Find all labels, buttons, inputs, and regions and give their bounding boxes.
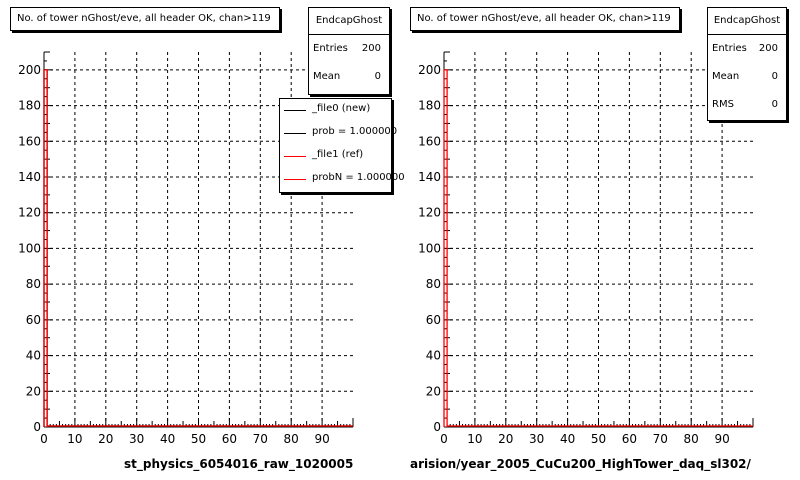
x-tick-label: 80 xyxy=(683,432,699,446)
y-tick-label: 80 xyxy=(25,277,41,292)
stats-key: Entries xyxy=(712,43,747,54)
y-tick-label: 140 xyxy=(18,170,41,184)
legend-label: prob = 1.000000 xyxy=(312,126,398,137)
y-tick-label: 200 xyxy=(418,62,441,77)
left-x-axis-title: st_physics_6054016_raw_1020005 xyxy=(124,457,354,471)
stats-value: 0 xyxy=(374,71,381,82)
x-tick-label: 40 xyxy=(559,432,576,446)
y-tick-label: 180 xyxy=(18,98,41,113)
x-tick-label: 30 xyxy=(129,432,145,446)
stats-key: RMS xyxy=(712,99,734,110)
y-tick-label: 160 xyxy=(18,134,41,149)
right-stats-row-mean xyxy=(708,63,786,91)
stats-key: Entries xyxy=(313,43,348,54)
legend-swatch xyxy=(284,179,306,180)
left-stats-row-mean xyxy=(309,63,389,91)
x-tick-label: 20 xyxy=(498,432,514,446)
right-stats-row-rms xyxy=(708,91,786,119)
y-tick-label: 80 xyxy=(425,277,441,292)
stats-value: 200 xyxy=(758,43,778,54)
x-tick-label: 30 xyxy=(529,432,545,446)
stats-value: 200 xyxy=(361,43,381,54)
x-tick-label: 50 xyxy=(190,432,207,446)
stats-value: 0 xyxy=(771,71,778,82)
right-stats-name: EndcapGhost xyxy=(708,8,786,35)
legend-label: _file0 (new) xyxy=(312,103,371,114)
x-tick-label: 10 xyxy=(67,432,83,446)
x-tick-label: 60 xyxy=(221,432,238,446)
x-tick-label: 20 xyxy=(98,432,114,446)
stats-value: 0 xyxy=(771,99,778,110)
legend-label: probN = 1.000000 xyxy=(312,172,405,183)
y-tick-label: 200 xyxy=(18,62,41,77)
legend-entry xyxy=(280,145,391,168)
legend-label: _file1 (ref) xyxy=(312,149,364,160)
x-tick-label: 90 xyxy=(314,432,330,446)
y-tick-label: 20 xyxy=(25,384,41,399)
y-tick-label: 0 xyxy=(33,420,41,434)
right-x-axis-title: arision/year_2005_CuCu200_HighTower_daq_sl302/ xyxy=(410,457,751,471)
x-tick-label: 70 xyxy=(652,432,668,446)
y-tick-label: 60 xyxy=(425,312,441,327)
y-tick-label: 120 xyxy=(18,205,41,220)
x-tick-label: 70 xyxy=(252,432,268,446)
right-chart-title: No. of tower nGhost/eve, all header OK, chan>119 xyxy=(410,7,680,31)
legend-entry xyxy=(280,99,391,122)
y-tick-label: 180 xyxy=(418,98,441,113)
x-tick-label: 0 xyxy=(40,432,48,446)
y-tick-label: 100 xyxy=(18,241,41,256)
y-tick-label: 20 xyxy=(425,384,441,399)
legend-swatch xyxy=(284,156,306,157)
stats-key: Mean xyxy=(712,71,740,82)
y-tick-label: 40 xyxy=(425,348,441,363)
x-tick-label: 0 xyxy=(440,432,448,446)
y-tick-label: 140 xyxy=(418,170,441,184)
left-stats-box xyxy=(308,7,390,95)
left-stats-row-entries xyxy=(309,35,389,63)
left-stats-name: EndcapGhost xyxy=(309,8,389,35)
x-tick-label: 10 xyxy=(467,432,483,446)
left-chart-title: No. of tower nGhost/eve, all header OK, chan>119 xyxy=(10,7,280,31)
x-tick-label: 80 xyxy=(283,432,299,446)
y-tick-label: 160 xyxy=(418,134,441,149)
y-tick-label: 60 xyxy=(25,312,41,327)
legend-entry xyxy=(280,168,405,191)
right-stats-row-entries xyxy=(708,35,786,63)
y-tick-label: 40 xyxy=(25,348,41,363)
legend-swatch xyxy=(284,133,306,134)
stats-key: Mean xyxy=(313,71,341,82)
y-tick-label: 100 xyxy=(418,241,441,256)
legend-swatch xyxy=(284,110,306,111)
y-tick-label: 120 xyxy=(418,205,441,220)
legend-entry xyxy=(280,122,398,145)
right-stats-box xyxy=(707,7,787,121)
x-tick-label: 50 xyxy=(590,432,607,446)
left-legend xyxy=(279,98,405,193)
x-tick-label: 40 xyxy=(159,432,176,446)
x-tick-label: 90 xyxy=(714,432,730,446)
y-tick-label: 0 xyxy=(433,420,441,434)
x-tick-label: 60 xyxy=(621,432,638,446)
